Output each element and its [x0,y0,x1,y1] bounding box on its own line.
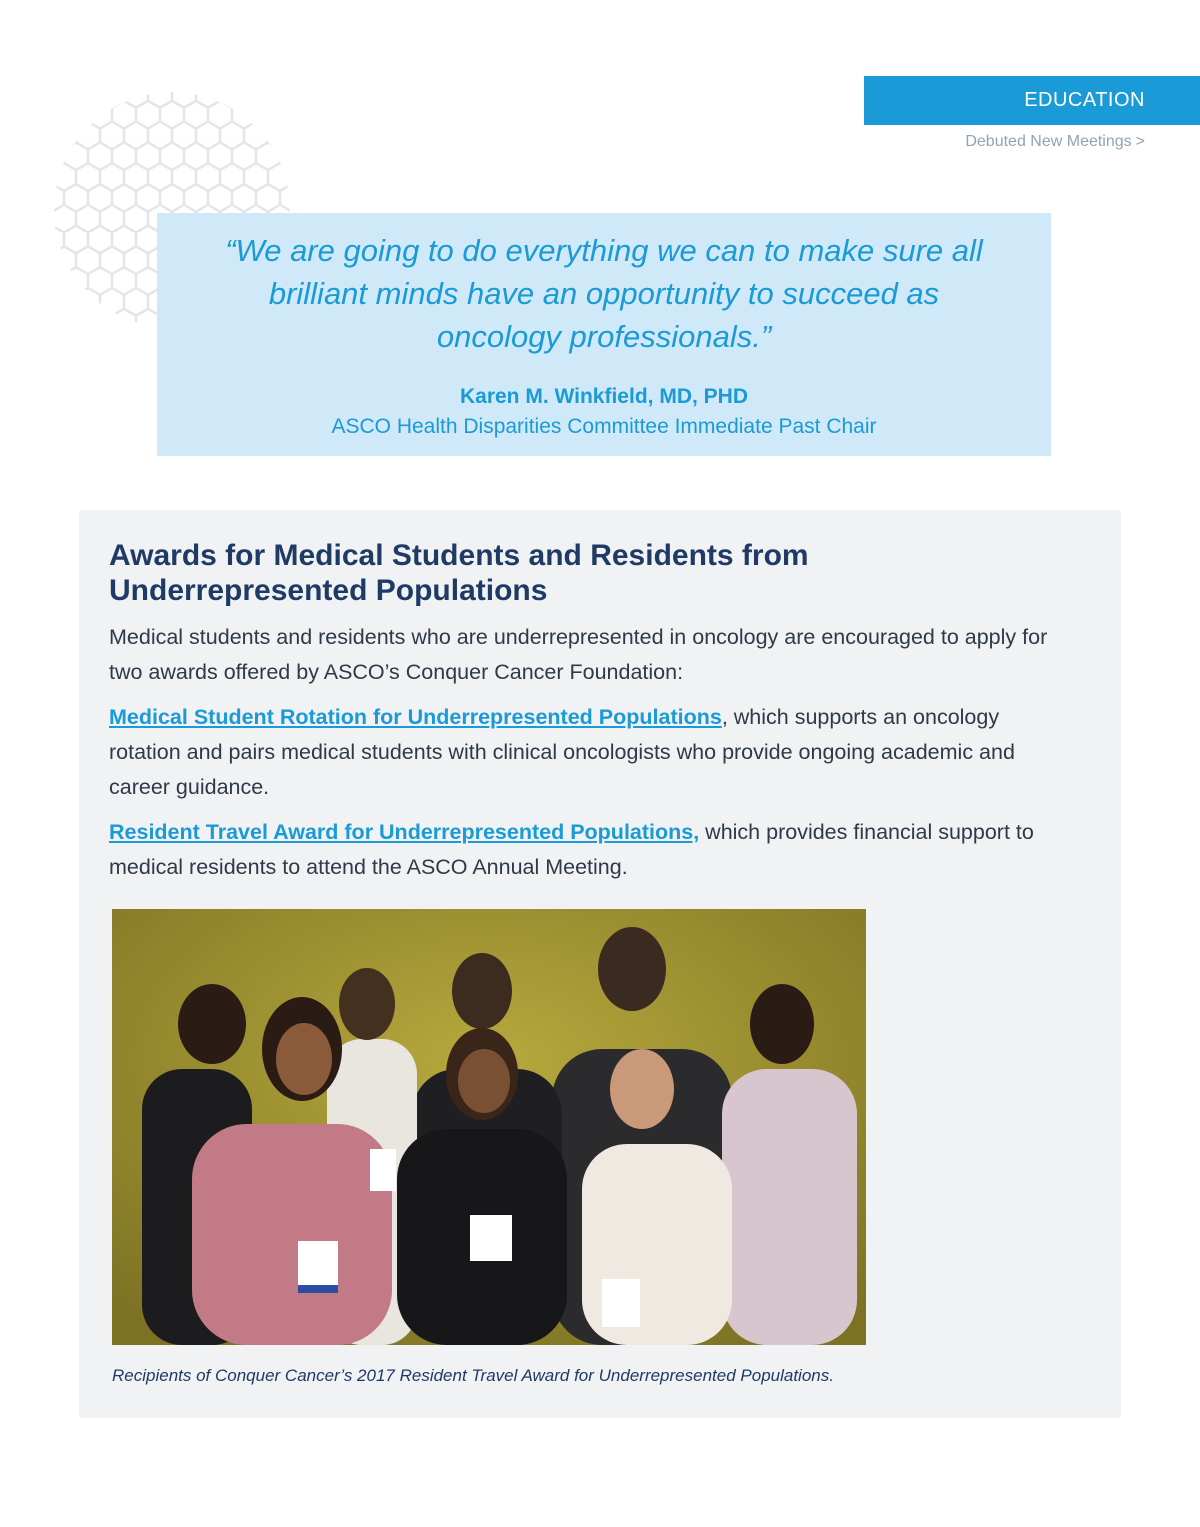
quote-text: “We are going to do everything we can to make sure all brilliant minds have an opportunity to succeed as oncology professionals.” [225,233,983,354]
award-item-resident-travel [109,815,1069,885]
medical-student-rotation-link[interactable]: Medical Student Rotation for Underrepresented Populations [109,705,722,729]
pull-quote [157,213,1051,456]
chevron-right-icon: > [1135,133,1145,150]
awards-panel [79,510,1121,1418]
awards-title: Awards for Medical Students and Residents from Underrepresented Populations [109,539,809,607]
nav-link-label: Debuted New Meetings [965,133,1132,150]
resident-travel-award-link[interactable]: Resident Travel Award for Underrepresented Populations, [109,820,700,844]
photo-caption: Recipients of Conquer Cancer’s 2017 Resident Travel Award for Underrepresented Populations. [112,1366,834,1385]
awards-intro: Medical students and residents who are underrepresented in oncology are encouraged to apply for two awards offered by ASCO’s Conquer Cancer Foundation: [109,625,1048,684]
award-item-2-description: which provides financial support to medical residents to attend the ASCO Annual Meeting. [109,820,1034,879]
awards-body [109,620,1069,895]
quote-author: Karen M. Winkfield, MD, PHD [459,385,748,408]
award-item-1-description: , which supports an oncology rotation and pairs medical students with clinical oncologists who provide ongoing academic and career guidance. [109,705,1015,799]
section-tab-education: EDUCATION [864,76,1200,125]
quote-author-role: ASCO Health Disparities Committee Immediate Past Chair [331,415,877,438]
award-item-medical-student-rotation [109,700,1069,805]
award-recipients-photo [112,909,866,1345]
debuted-new-meetings-link[interactable] [965,133,1145,151]
